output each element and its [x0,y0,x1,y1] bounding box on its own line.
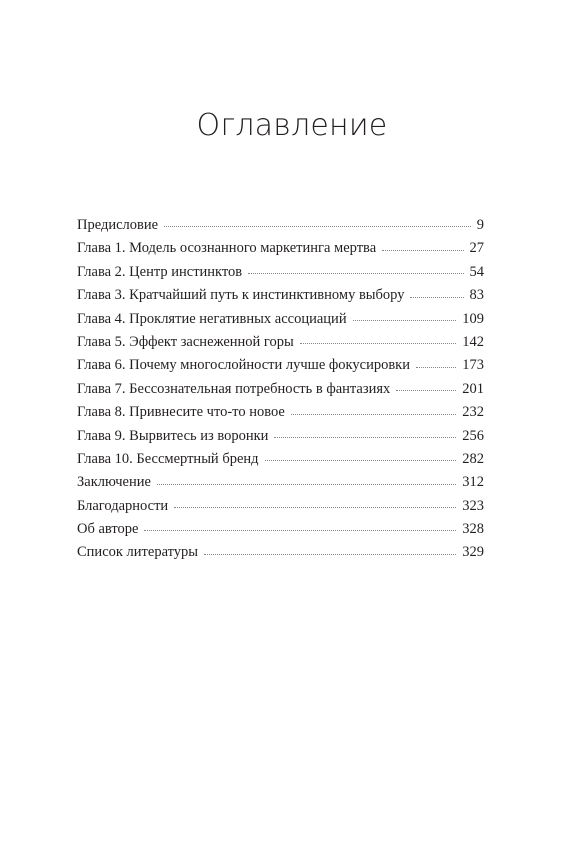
toc-entry [77,401,484,424]
toc-entry-title: Список литературы [77,544,199,561]
dot-leader [157,483,456,485]
toc-entry [77,331,484,354]
toc-entry-title: Глава 7. Бессознательная потребность в фантазиях [77,380,391,397]
toc-entry-page: 312 [462,474,484,491]
toc-entry-page: 54 [469,263,484,280]
toc-entry [77,261,484,284]
toc-entry-title: Глава 6. Почему многослойности лучше фокусировки [77,357,410,374]
toc-entry-title: Глава 9. Вырвитесь из воронки [77,427,269,444]
dot-leader [248,272,463,274]
dot-leader [396,389,456,391]
toc-entry-page: 142 [462,333,484,350]
dot-leader [300,342,457,344]
toc-entry [77,354,484,377]
toc-entry-page: 201 [462,380,484,397]
dot-leader [410,296,463,298]
toc-entry [77,378,484,401]
toc-entry-title: Глава 8. Привнесите что-то новое [77,404,285,421]
toc-entry-page: 328 [462,521,484,538]
toc-entry-title: Предисловие [77,217,159,233]
toc-entry-title: Заключение [77,474,151,491]
toc-entry-page: 109 [462,310,484,327]
toc-entry [77,308,484,331]
toc-entry-page: 83 [469,287,484,304]
toc-entry-title: Глава 10. Бессмертный бренд [77,450,259,467]
toc-entry [77,518,484,541]
dot-leader [164,225,471,227]
table-of-contents [77,214,484,565]
dot-leader [353,319,457,321]
toc-entry [77,284,484,307]
dot-leader [382,249,463,251]
toc-entry-page: 282 [462,450,484,467]
toc-entry-page: 329 [462,544,484,561]
toc-entry [77,425,484,448]
dot-leader [174,506,456,508]
page-title: Оглавление [196,108,388,143]
dot-leader [416,366,456,368]
toc-entry-title: Глава 2. Центр инстинктов [77,263,243,280]
toc-entry-page: 232 [462,404,484,421]
dot-leader [144,529,456,531]
toc-entry-title: Глава 1. Модель осознанного маркетинга мертва [77,240,377,257]
toc-entry-page: 256 [462,427,484,444]
toc-entry-title: Благодарности [77,497,169,514]
toc-entry [77,471,484,494]
toc-entry-page: 9 [476,217,484,233]
toc-entry-title: Глава 3. Кратчайший путь к инстинктивному выбору [77,287,405,304]
toc-entry-page: 173 [462,357,484,374]
toc-entry-title: Об авторе [77,521,139,538]
dot-leader [291,413,456,415]
toc-entry [77,214,484,237]
toc-entry-title: Глава 4. Проклятие негативных ассоциаций [77,310,347,327]
toc-entry-page: 323 [462,497,484,514]
toc-entry [77,237,484,260]
dot-leader [265,459,457,461]
toc-entry-page: 27 [469,240,484,257]
toc-entry [77,541,484,564]
dot-leader [204,553,456,555]
toc-entry [77,448,484,471]
dot-leader [274,436,456,438]
toc-entry-title: Глава 5. Эффект заснеженной горы [77,333,294,350]
toc-entry [77,495,484,518]
